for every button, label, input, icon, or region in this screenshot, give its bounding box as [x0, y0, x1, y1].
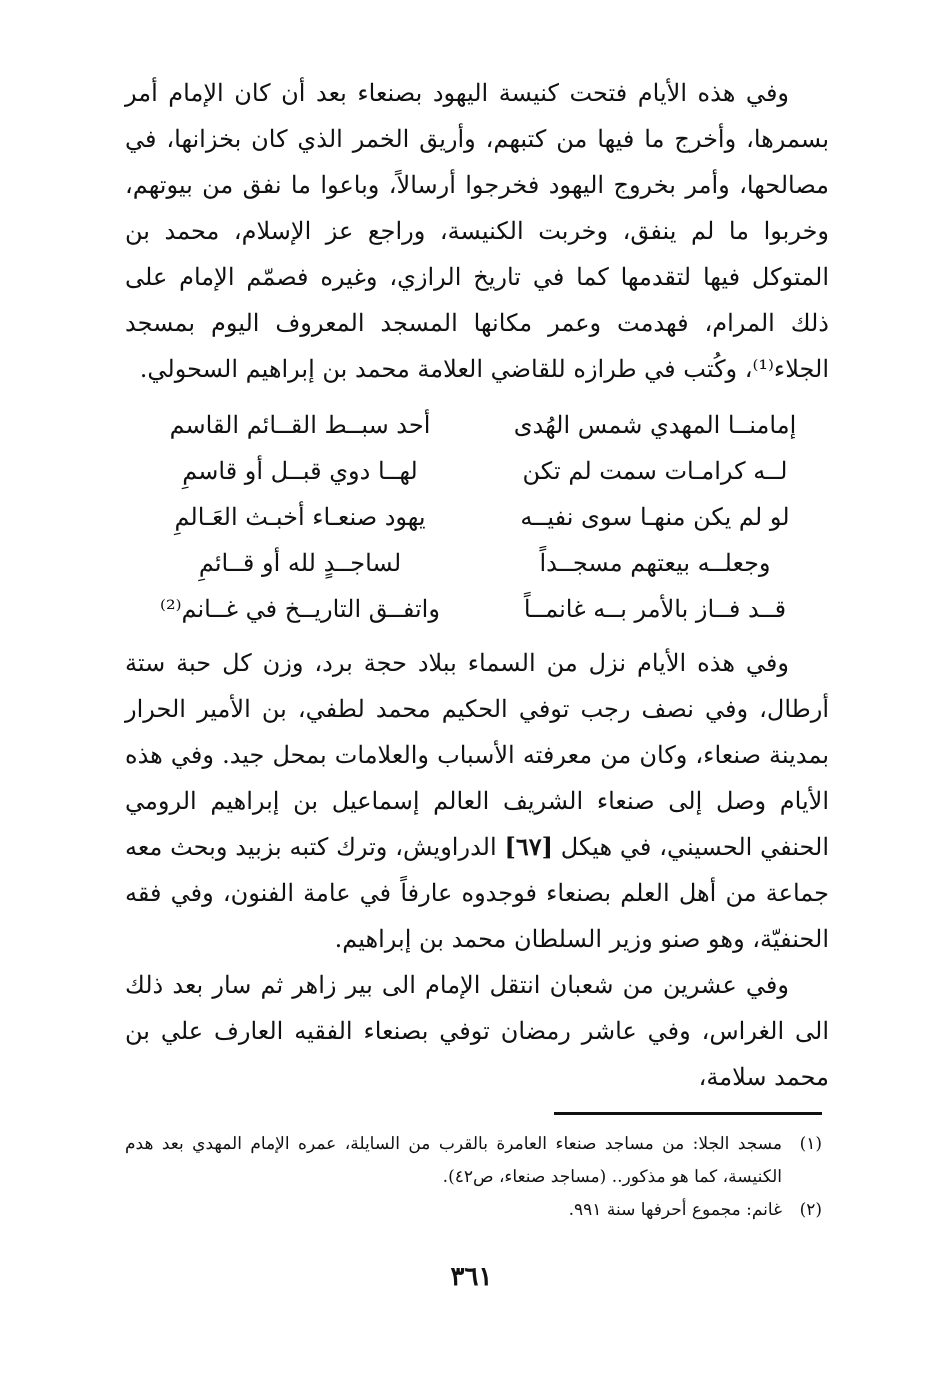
- poem-hemistich-right: قــد فــاز بالأمر بــه غانمــاً: [523, 595, 787, 623]
- poem-hemistich-left: واتفــق التاريــخ في غــانم⁽²⁾: [160, 595, 440, 623]
- poem-hemistich-right: وجعلــه بيعتهم مسجــداً: [539, 549, 771, 577]
- poem-hemistich-right: لو لم يكن منهـا سوى نفيــه: [520, 503, 790, 531]
- paragraph: وفي هذه الأيام فتحت كنيسة اليهود بصنعاء بعد أن كان الإمام أمر بسمرها، وأخرج ما فيها من كتبهم، وأريق الخمر الذي كان بخزانها، في مصالحها، وأمر بخروج اليهود فخرجوا أرسالاً، وباعوا ما نفق من بيوتهم، وخربوا ما لم ينفق، وخربت الكنيسة، وراجع عز الإسلام، محمد بن المتوكل فيها لتقدمها كما في تاريخ الرازي، وغيره فصمّم الإمام على ذلك المرام، فهدمت وعمر مكانها المسجد المعروف اليوم بمسجد الجلاء⁽¹⁾، وكُتب في طرازه للقاضي العلامة محمد بن إبراهيم السحولي.: [125, 79, 829, 383]
- poem-verse: [150, 448, 805, 494]
- paragraph-text: الدراويش، وترك كتبه بزبيد وبحث معه جماعة من أهل العلم بصنعاء فوجدوه عارفاً في عامة الفنون، وفي فقه الحنفيّة، وهو صنو وزير السلطان محمد بن إبراهيم.: [125, 833, 829, 953]
- footnote: [125, 1128, 822, 1194]
- poem-hemistich-left: يهود صنعـاء أخبـث العَـالمِ: [174, 503, 426, 531]
- poem-hemistich-left: لساجــدٍ لله أو قــائمِ: [198, 549, 402, 577]
- footnote-number: (١): [799, 1134, 822, 1154]
- poem-verse: [150, 402, 805, 448]
- poem-verse: [150, 494, 805, 540]
- paragraph: وفي عشرين من شعبان انتقل الإمام الى بير زاهر ثم سار بعد ذلك الى الغراس، وفي عاشر رمضان توفي بصنعاء الفقيه العارف علي بن محمد سلامة،: [125, 971, 829, 1091]
- paragraph-text: وفي هذه الأيام نزل من السماء ببلاد حجة برد، وزن كل حبة ستة أرطال، وفي نصف رجب توفي الحكيم محمد لطفي، بن الأمير الحرار بمدينة صنعاء، وكان من معرفته الأسباب والعلامات بمحل جيد. وفي هذه الأيام وصل إلى صنعاء الشريف العالم إسماعيل بن إبراهيم الرومي الحنفي الحسيني، في هيكل: [125, 649, 829, 861]
- poem-hemistich-right: لــه كرامـات سمت لم تكن: [522, 457, 788, 485]
- poem-verse: [150, 540, 805, 586]
- poem-verse: [150, 586, 805, 632]
- footnote-number: (٢): [799, 1200, 822, 1220]
- page-number: ٣٦١: [450, 1262, 493, 1292]
- footnote: [125, 1194, 822, 1227]
- poem-hemistich-left: لهــا دوي قبــل أو قاسمِ: [182, 457, 418, 485]
- poem: [150, 402, 805, 632]
- poem-hemistich-left: أحد سبــط القــائم القاسم: [169, 411, 431, 439]
- footnote-divider: [554, 1112, 822, 1115]
- main-text-bottom: [125, 640, 829, 1100]
- poem-hemistich-right: إمامنــا المهدي شمس الهُدى: [513, 411, 797, 439]
- footnote-text: مسجد الجلا: من مساجد صنعاء العامرة بالقرب من السايلة، عمره الإمام المهدي بعد هدم الكنيسة، كما هو مذكور.. (مساجد صنعاء، ص٤٢).: [125, 1134, 782, 1187]
- paragraph: [125, 640, 829, 962]
- main-text-top: [125, 70, 829, 392]
- footnote-text: غانم: مجموع أحرفها سنة ٩٩١.: [568, 1200, 782, 1220]
- footnotes: [125, 1128, 822, 1227]
- original-page-marker: [٦٧]: [504, 832, 553, 861]
